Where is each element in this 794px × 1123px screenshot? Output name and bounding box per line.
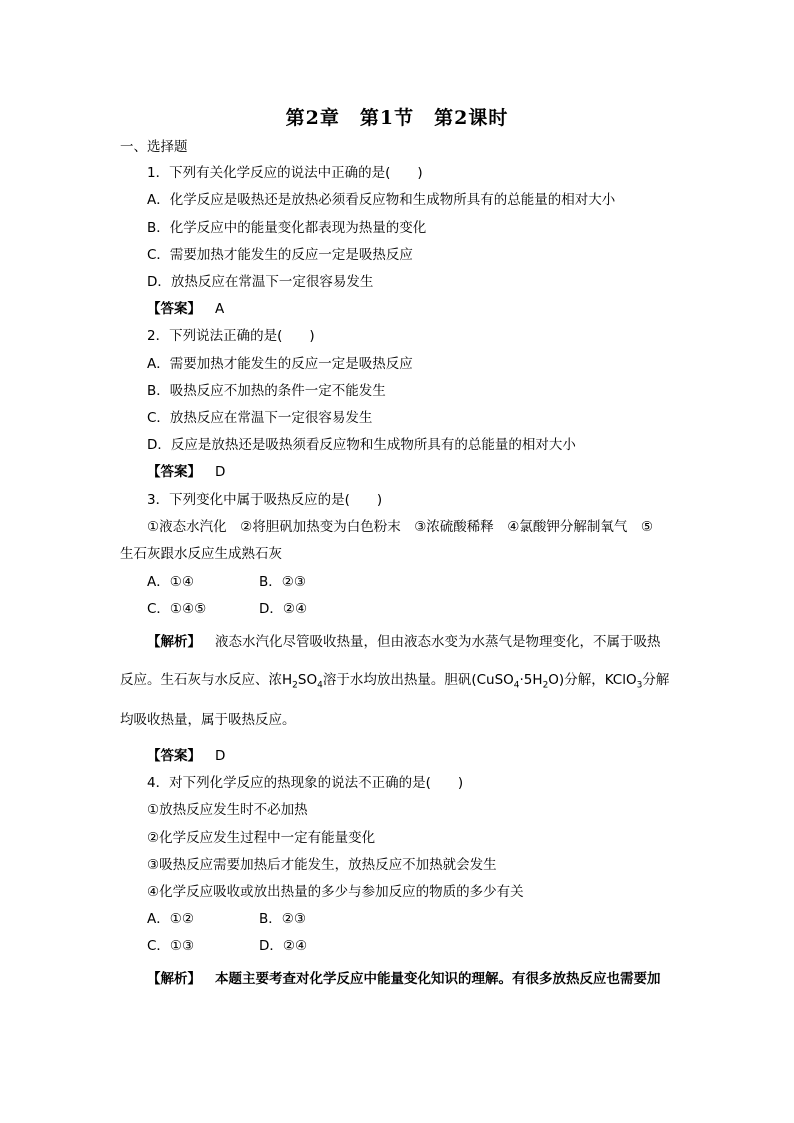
q1-option-a: A．化学反应是吸热还是放热必须看反应物和生成物所具有的总能量的相对大小: [147, 192, 616, 208]
answer-label: 【答案】: [147, 748, 201, 764]
q3-stem: 3．下列变化中属于吸热反应的是( ): [147, 492, 383, 508]
q1-answer: [147, 299, 224, 319]
q3-analysis-line1: [147, 632, 661, 652]
page-title: [0, 104, 794, 132]
q4-options-ab: [147, 909, 306, 929]
q3-option-a: A．①④: [147, 574, 194, 590]
q3-items-line1: ①液态水汽化 ②将胆矾加热变为白色粉末 ③浓硫酸稀释 ④氯酸钾分解制氧气 ⑤: [147, 519, 654, 535]
q3-analysis-line2: [120, 670, 680, 690]
analysis-text: 溶于水均放出热量。胆矾(CuSO: [322, 672, 514, 688]
section-heading: 一、选择题: [120, 139, 188, 155]
analysis-text: O)分解，KClO: [548, 672, 637, 688]
subscript: 2: [292, 680, 298, 691]
analysis-label: 【解析】: [147, 634, 201, 650]
q2-option-b: B．吸热反应不加热的条件一定不能发生: [147, 383, 386, 399]
analysis-text: ·5H: [519, 672, 543, 688]
q4-option-a: A．①②: [147, 911, 194, 927]
q3-option-b: B．②③: [259, 574, 306, 590]
answer-value: D: [215, 748, 226, 764]
q2-option-c: C．放热反应在常温下一定很容易发生: [147, 410, 373, 426]
analysis-label: 【解析】: [147, 971, 201, 987]
answer-value: D: [215, 464, 226, 480]
q4-item-4: ④化学反应吸收或放出热量的多少与参加反应的物质的多少有关: [147, 884, 524, 900]
q3-items-line2: 生石灰跟水反应生成熟石灰: [120, 546, 282, 562]
q1-option-d: D．放热反应在常温下一定很容易发生: [147, 274, 374, 290]
q4-option-d: D．②④: [259, 938, 308, 954]
title-chapter: 第2章: [285, 107, 340, 129]
subscript: 3: [636, 680, 643, 691]
q3-option-c: C．①④⑤: [147, 601, 207, 617]
q1-option-c: C．需要加热才能发生的反应一定是吸热反应: [147, 247, 413, 263]
q3-option-d: D．②④: [259, 601, 308, 617]
subscript: 4: [317, 680, 323, 691]
analysis-text: SO: [297, 672, 318, 688]
q2-answer: [147, 462, 225, 482]
subscript: 2: [542, 680, 549, 691]
title-lesson: 第2课时: [434, 107, 509, 129]
q2-option-d: D．反应是放热还是吸热须看反应物和生成物所具有的总能量的相对大小: [147, 437, 576, 453]
analysis-text: 分解: [642, 672, 670, 688]
q2-option-a: A．需要加热才能发生的反应一定是吸热反应: [147, 356, 413, 372]
q4-stem: 4．对下列化学反应的热现象的说法不正确的是( ): [147, 775, 464, 791]
analysis-text: 反应。生石灰与水反应、浓H: [120, 672, 293, 688]
answer-label: 【答案】: [147, 464, 201, 480]
analysis-text: 液态水汽化尽管吸收热量，但由液态水变为水蒸气是物理变化，不属于吸热: [215, 634, 661, 650]
q4-option-c: C．①③: [147, 938, 195, 954]
q4-item-1: ①放热反应发生时不必加热: [147, 802, 308, 818]
q3-options-cd: [147, 599, 307, 619]
answer-value: A: [215, 301, 225, 317]
answer-label: 【答案】: [147, 301, 201, 317]
q1-option-b: B．化学反应中的能量变化都表现为热量的变化: [147, 220, 427, 236]
subscript: 4: [513, 680, 520, 691]
q4-option-b: B．②③: [259, 911, 306, 927]
q3-options-ab: [147, 572, 306, 592]
q2-stem: 2．下列说法正确的是( ): [147, 328, 315, 344]
q4-item-2: ②化学反应发生过程中一定有能量变化: [147, 830, 376, 846]
q4-item-3: ③吸热反应需要加热后才能发生，放热反应不加热就会发生: [147, 857, 497, 873]
q4-analysis-line1: [147, 969, 661, 989]
title-section: 第1节: [359, 107, 415, 129]
q1-stem: 1．下列有关化学反应的说法中正确的是( ): [147, 165, 423, 181]
q3-analysis-line3: 均吸收热量，属于吸热反应。: [120, 712, 296, 728]
analysis-text: 本题主要考查对化学反应中能量变化知识的理解。有很多放热反应也需要加: [215, 971, 661, 987]
q3-answer: [147, 746, 225, 766]
q4-options-cd: [147, 936, 307, 956]
